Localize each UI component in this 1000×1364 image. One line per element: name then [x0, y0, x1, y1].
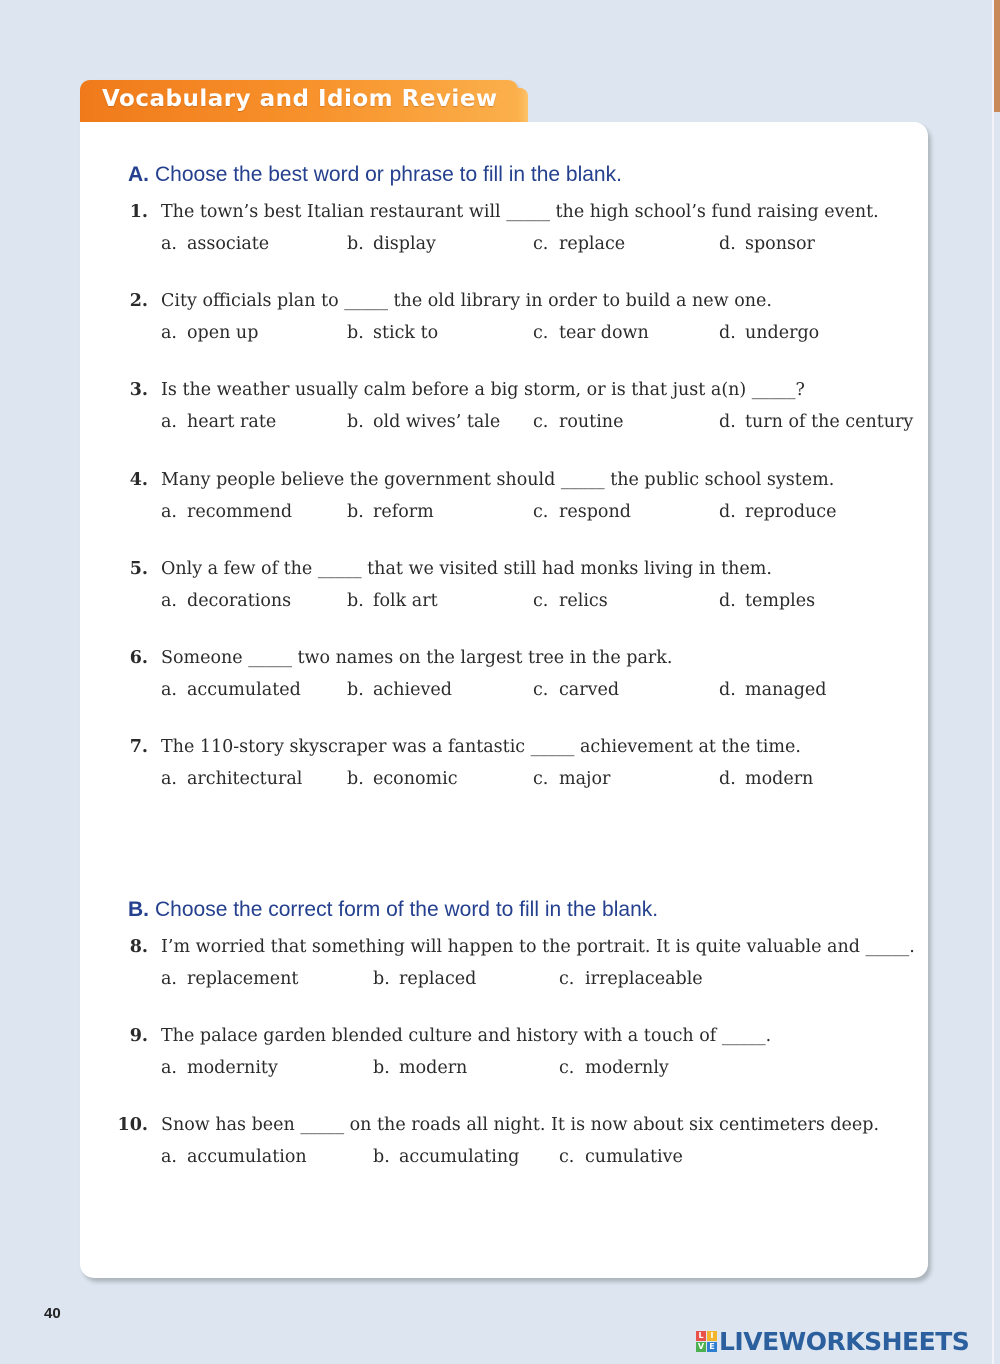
- section-a-letter: A.: [128, 163, 149, 186]
- option-text: major: [559, 769, 611, 789]
- option-letter: d.: [719, 234, 736, 254]
- option-text: display: [373, 234, 436, 254]
- option-text: irreplaceable: [585, 969, 703, 989]
- option-text: old wives’ tale: [373, 412, 501, 432]
- question-number: 9.: [129, 1026, 148, 1046]
- option-letter: d.: [719, 412, 736, 432]
- logo-tile-l: L: [696, 1331, 706, 1341]
- option-letter: c.: [559, 1147, 575, 1167]
- page-edge-highlight: [992, 0, 994, 1364]
- section-b-instruction: Choose the correct form of the word to fill in the blank.: [155, 898, 659, 921]
- liveworksheets-icon: [696, 1331, 717, 1352]
- option-letter: c.: [559, 969, 575, 989]
- option-a[interactable]: [161, 502, 292, 522]
- option-text: replaced: [399, 969, 477, 989]
- option-letter: b.: [347, 502, 364, 522]
- option-letter: b.: [373, 1058, 390, 1078]
- option-text: architectural: [187, 769, 303, 789]
- option-text: modernly: [585, 1058, 669, 1078]
- option-letter: a.: [161, 412, 177, 432]
- question-5: [80, 559, 928, 629]
- option-letter: a.: [161, 769, 177, 789]
- option-letter: b.: [347, 234, 364, 254]
- option-text: reproduce: [745, 502, 837, 522]
- option-text: accumulating: [399, 1147, 520, 1167]
- option-d[interactable]: [719, 502, 836, 522]
- option-a[interactable]: [161, 323, 258, 343]
- option-text: turn of the century: [745, 412, 914, 432]
- option-text: accumulated: [187, 680, 301, 700]
- option-text: routine: [559, 412, 624, 432]
- option-c[interactable]: [533, 502, 631, 522]
- option-text: replacement: [187, 969, 299, 989]
- question-text: Many people believe the government should _____ the public school system.: [161, 470, 835, 490]
- question-1: [80, 202, 928, 272]
- option-text: managed: [745, 680, 827, 700]
- option-letter: a.: [161, 1058, 177, 1078]
- option-letter: c.: [533, 412, 549, 432]
- option-text: sponsor: [745, 234, 815, 254]
- option-text: respond: [559, 502, 631, 522]
- option-a[interactable]: [161, 769, 302, 789]
- option-a[interactable]: [161, 969, 298, 989]
- liveworksheets-logo: [696, 1326, 969, 1356]
- question-text: Someone _____ two names on the largest tree in the park.: [161, 648, 673, 668]
- title-tab: [80, 80, 518, 124]
- option-a[interactable]: [161, 591, 291, 611]
- option-text: modernity: [187, 1058, 278, 1078]
- option-d[interactable]: [719, 769, 813, 789]
- option-b[interactable]: [373, 969, 476, 989]
- option-b[interactable]: [347, 412, 500, 432]
- option-text: recommend: [187, 502, 293, 522]
- question-text: The town’s best Italian restaurant will _____ the high school’s fund raising event.: [161, 202, 879, 222]
- option-d[interactable]: [719, 323, 819, 343]
- option-text: stick to: [373, 323, 439, 343]
- question-number: 3.: [129, 380, 148, 400]
- question-7: [80, 737, 928, 807]
- option-letter: a.: [161, 1147, 177, 1167]
- option-b[interactable]: [347, 234, 436, 254]
- option-d[interactable]: [719, 680, 827, 700]
- question-number: 10.: [117, 1115, 148, 1135]
- option-letter: d.: [719, 591, 736, 611]
- option-letter: a.: [161, 680, 177, 700]
- option-text: accumulation: [187, 1147, 307, 1167]
- option-letter: a.: [161, 591, 177, 611]
- question-4: [80, 470, 928, 540]
- option-text: tear down: [559, 323, 649, 343]
- option-text: reform: [373, 502, 434, 522]
- option-c[interactable]: [533, 234, 625, 254]
- option-letter: a.: [161, 234, 177, 254]
- option-letter: b.: [347, 680, 364, 700]
- option-letter: c.: [533, 234, 549, 254]
- option-letter: d.: [719, 323, 736, 343]
- option-a[interactable]: [161, 234, 269, 254]
- option-c[interactable]: [559, 1058, 669, 1078]
- option-c[interactable]: [559, 1147, 683, 1167]
- question-2: [80, 291, 928, 361]
- option-text: associate: [187, 234, 270, 254]
- question-text: Is the weather usually calm before a big storm, or is that just a(n) _____?: [161, 380, 805, 400]
- section-b-heading: [128, 898, 658, 922]
- question-number: 6.: [129, 648, 148, 668]
- option-text: decorations: [187, 591, 292, 611]
- option-letter: b.: [373, 1147, 390, 1167]
- option-text: open up: [187, 323, 259, 343]
- question-text: The 110-story skyscraper was a fantastic _____ achievement at the time.: [161, 737, 801, 757]
- option-letter: b.: [347, 769, 364, 789]
- option-letter: c.: [533, 323, 549, 343]
- logo-tile-e: E: [707, 1342, 717, 1352]
- option-c[interactable]: [533, 323, 649, 343]
- option-text: modern: [399, 1058, 468, 1078]
- option-a[interactable]: [161, 1147, 307, 1167]
- question-number: 5.: [129, 559, 148, 579]
- option-text: folk art: [373, 591, 438, 611]
- question-text: Only a few of the _____ that we visited still had monks living in them.: [161, 559, 772, 579]
- page-edge-strip: [994, 0, 1000, 112]
- option-text: temples: [745, 591, 816, 611]
- option-letter: c.: [533, 502, 549, 522]
- option-d[interactable]: [719, 412, 913, 432]
- option-a[interactable]: [161, 680, 301, 700]
- option-letter: a.: [161, 969, 177, 989]
- option-letter: a.: [161, 502, 177, 522]
- option-letter: c.: [533, 680, 549, 700]
- option-b[interactable]: [347, 502, 434, 522]
- question-text: City officials plan to _____ the old library in order to build a new one.: [161, 291, 772, 311]
- question-9: [80, 1026, 928, 1096]
- question-number: 1.: [129, 202, 148, 222]
- logo-tile-v: V: [697, 1341, 705, 1351]
- option-b[interactable]: [347, 680, 452, 700]
- page-title: Vocabulary and Idiom Review: [102, 86, 498, 112]
- section-a-heading: [128, 163, 622, 187]
- option-a[interactable]: [161, 412, 276, 432]
- question-text: The palace garden blended culture and history with a touch of _____.: [161, 1026, 772, 1046]
- question-number: 8.: [129, 937, 148, 957]
- worksheet-card: [80, 122, 928, 1278]
- option-b[interactable]: [373, 1147, 519, 1167]
- option-b[interactable]: [347, 591, 438, 611]
- option-a[interactable]: [161, 1058, 278, 1078]
- section-a-instruction: Choose the best word or phrase to fill in the blank.: [155, 163, 622, 186]
- option-letter: b.: [373, 969, 390, 989]
- option-letter: d.: [719, 680, 736, 700]
- option-c[interactable]: [533, 769, 610, 789]
- option-letter: b.: [347, 412, 364, 432]
- question-number: 4.: [129, 470, 148, 490]
- liveworksheets-wordmark: LIVEWORKSHEETS: [719, 1326, 970, 1356]
- option-text: modern: [745, 769, 814, 789]
- logo-tile-i: I: [707, 1331, 717, 1341]
- option-text: undergo: [745, 323, 820, 343]
- question-number: 2.: [129, 291, 148, 311]
- option-text: economic: [373, 769, 458, 789]
- page-number: 40: [44, 1305, 61, 1322]
- option-d[interactable]: [719, 591, 815, 611]
- option-letter: c.: [559, 1058, 575, 1078]
- option-letter: d.: [719, 502, 736, 522]
- option-text: achieved: [373, 680, 452, 700]
- option-letter: b.: [347, 591, 364, 611]
- question-text: Snow has been _____ on the roads all night. It is now about six centimeters deep.: [161, 1115, 880, 1135]
- option-text: carved: [559, 680, 620, 700]
- option-letter: d.: [719, 769, 736, 789]
- option-letter: c.: [533, 769, 549, 789]
- option-d[interactable]: [719, 234, 815, 254]
- option-letter: a.: [161, 323, 177, 343]
- option-c[interactable]: [559, 969, 703, 989]
- option-text: relics: [559, 591, 608, 611]
- question-10: [80, 1115, 928, 1185]
- question-3: [80, 380, 928, 450]
- option-letter: b.: [347, 323, 364, 343]
- option-c[interactable]: [533, 412, 623, 432]
- question-8: [80, 937, 928, 1007]
- option-c[interactable]: [533, 680, 619, 700]
- option-c[interactable]: [533, 591, 608, 611]
- option-text: heart rate: [187, 412, 277, 432]
- option-b[interactable]: [373, 1058, 467, 1078]
- question-text: I’m worried that something will happen to the portrait. It is quite valuable and _____.: [161, 937, 915, 957]
- section-b-letter: B.: [128, 898, 149, 921]
- option-b[interactable]: [347, 769, 458, 789]
- option-text: replace: [559, 234, 626, 254]
- question-number: 7.: [129, 737, 148, 757]
- option-letter: c.: [533, 591, 549, 611]
- option-text: cumulative: [585, 1147, 683, 1167]
- option-b[interactable]: [347, 323, 438, 343]
- question-6: [80, 648, 928, 718]
